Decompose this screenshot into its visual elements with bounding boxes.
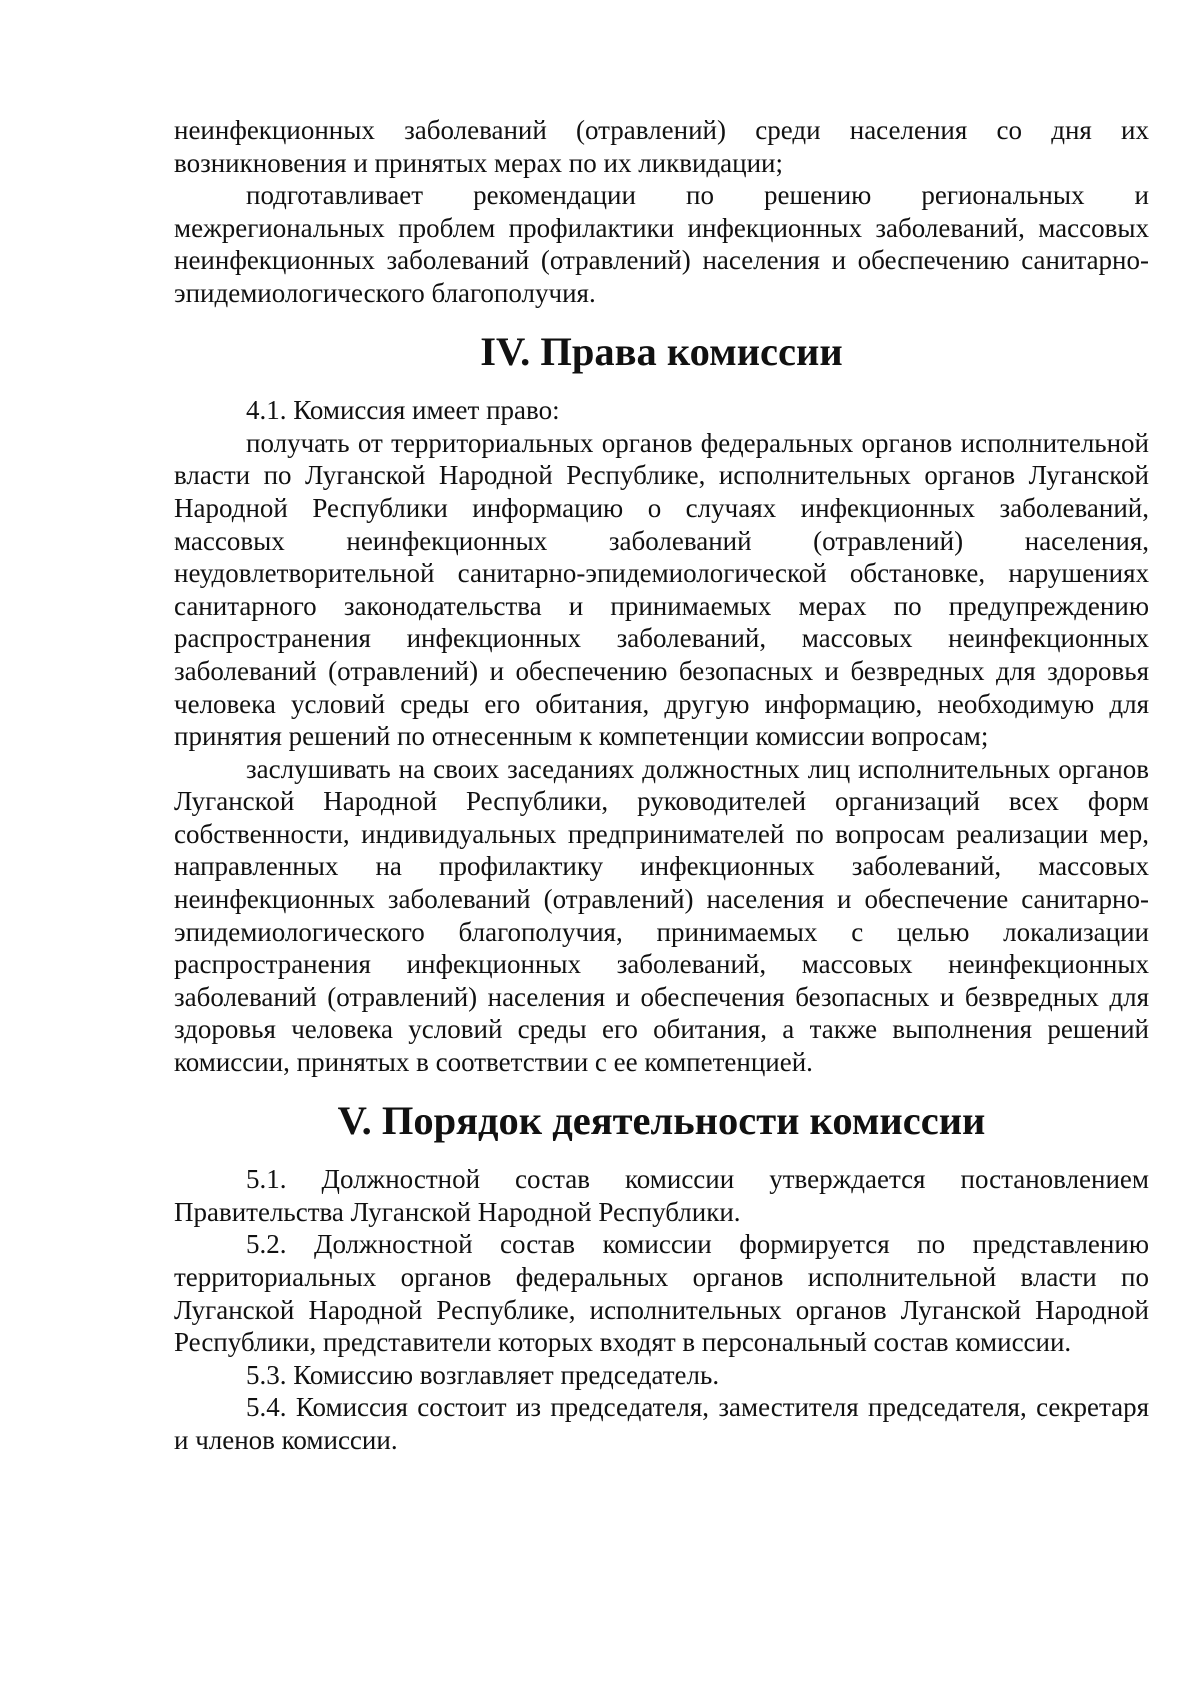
paragraph-continuation: неинфекционных заболеваний (отравлений) среди населения со дня их возникновения и принятых мерах по их ликвидации; (174, 115, 1149, 178)
paragraph-5-4: 5.4. Комиссия состоит из председателя, заместителя председателя, секретаря и членов комиссии. (174, 1392, 1149, 1455)
paragraph-hear-officials: заслушивать на своих заседаниях должностных лиц исполнительных органов Луганской Народной Республики, руководителей организаций всех форм собственности, индивидуальных предпринимателей по вопросам реализации мер, направленных на профилактику инфекционных заболеваний, массовых неинфекционных заболеваний (отравлений) населения и обеспечение санитарно-эпидемиологического благополучия, принимаемых с целью локализации распространения инфекционных заболеваний, массовых неинфекционных заболеваний (отравлений) населения и обеспечения безопасных и безвредных для здоровья человека условий среды его обитания, а также выполнения решений комиссии, принятых в соответствии с ее компетенцией. (174, 753, 1149, 1078)
paragraph-5-1: 5.1. Должностной состав комиссии утверждается постановлением Правительства Луганской Народной Республики. (174, 1164, 1149, 1227)
section-heading-v: V. Порядок деятельности комиссии (337, 1097, 986, 1143)
paragraph-4-1: 4.1. Комиссия имеет право: (246, 395, 560, 426)
paragraph-recommendations: подготавливает рекомендации по решению региональных и межрегиональных проблем профилактики инфекционных заболеваний, массовых неинфекционных заболеваний (отравлений) населения и обеспечению санитарно-эпидемиологического благополучия. (174, 180, 1149, 308)
paragraph-5-3: 5.3. Комиссию возглавляет председатель. (246, 1359, 720, 1390)
section-heading-iv: IV. Права комиссии (480, 328, 843, 374)
paragraph-5-2: 5.2. Должностной состав комиссии формируется по представлению территориальных органов федеральных органов исполнительной власти по Луганской Народной Республике, исполнительных органов Луганской Народной Республики, представители которых входят в персональный состав комиссии. (174, 1229, 1149, 1358)
document-text (174, 114, 1149, 1457)
paragraph-receive-information: получать от территориальных органов федеральных органов исполнительной власти по Луганской Народной Республике, исполнительных органов Луганской Народной Республики информацию о случаях инфекционных заболеваний, массовых неинфекционных заболеваний (отравлений) населения, неудовлетворительной санитарно-эпидемиологической обстановке, нарушениях санитарного законодательства и принимаемых мерах по предупреждению распространения инфекционных заболеваний, массовых неинфекционных заболеваний (отравлений) и обеспечению безопасных и безвредных для здоровья человека условий среды его обитания, другую информацию, необходимую для принятия решений по отнесенным к компетенции комиссии вопросам; (174, 427, 1149, 752)
